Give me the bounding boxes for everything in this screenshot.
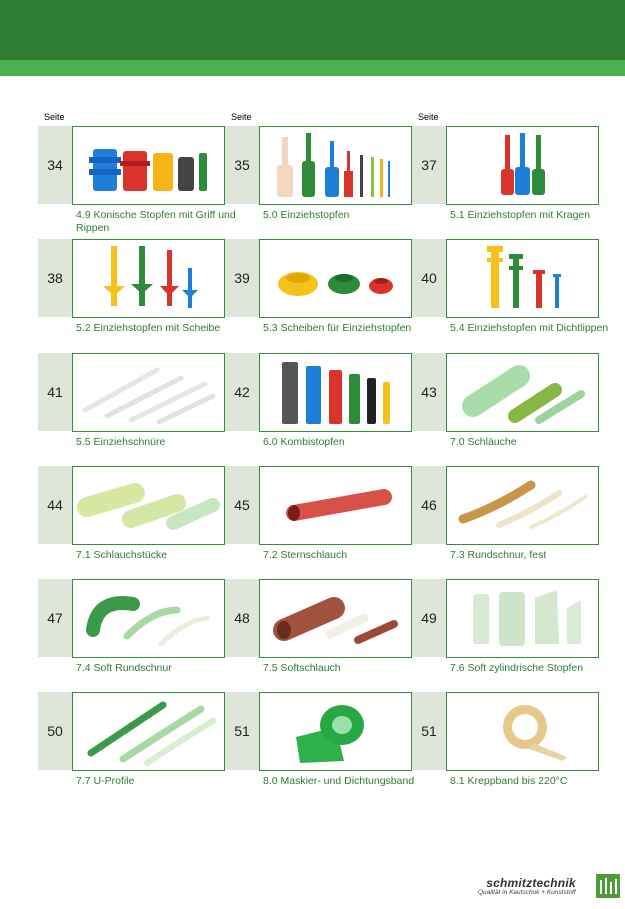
- entry-caption: 7.7 U-Profile: [76, 775, 135, 787]
- entry-caption: 7.3 Rundschnur, fest: [450, 549, 547, 561]
- header-stripe: [0, 60, 625, 76]
- product-image-plugs-with-collar: [446, 126, 599, 205]
- product-image-hose-pieces: [72, 466, 225, 545]
- product-image-plugs-with-sealing-lips: [446, 239, 599, 318]
- entry-caption: 5.5 Einziehschnüre: [76, 436, 166, 448]
- entry-caption: 6.0 Kombistopfen: [263, 436, 345, 448]
- product-image-star-hose: [259, 466, 412, 545]
- product-image-soft-hose: [259, 579, 412, 658]
- page-number: 42: [225, 353, 259, 431]
- page-number: 37: [412, 126, 446, 204]
- page-number: 34: [38, 126, 72, 204]
- product-image-round-cord: [446, 466, 599, 545]
- product-image-combi-plugs: [259, 353, 412, 432]
- product-image-u-profiles: [72, 692, 225, 771]
- entry-caption: 8.1 Kreppband bis 220°C: [450, 775, 568, 787]
- entry-caption: 5.3 Scheiben für Einziehstopfen: [263, 322, 412, 334]
- page-number: 40: [412, 239, 446, 317]
- column-header-seite-2: Seite: [231, 112, 252, 122]
- entry-caption: 7.2 Sternschlauch: [263, 549, 348, 561]
- product-image-discs: [259, 239, 412, 318]
- entry-caption: 7.1 Schlauchstücke: [76, 549, 168, 561]
- page-number: 43: [412, 353, 446, 431]
- entry-caption: 8.0 Maskier- und Dichtungsband: [263, 775, 415, 787]
- page-number: 51: [412, 692, 446, 770]
- page-number: 47: [38, 579, 72, 657]
- entry-caption: 5.2 Einziehstopfen mit Scheibe: [76, 322, 221, 334]
- page-number: 38: [38, 239, 72, 317]
- column-header-seite-3: Seite: [418, 112, 439, 122]
- product-image-crepe-tape: [446, 692, 599, 771]
- product-image-pull-in-cords: [72, 353, 225, 432]
- entry-caption: 5.4 Einziehstopfen mit Dichtlippen: [450, 322, 609, 334]
- page-number: 44: [38, 466, 72, 544]
- entry-caption: 7.4 Soft Rundschnur: [76, 662, 172, 674]
- entry-caption: 7.0 Schläuche: [450, 436, 517, 448]
- entry-caption: 7.5 Softschlauch: [263, 662, 341, 674]
- logo-mark-icon: [596, 874, 620, 898]
- page-number: 35: [225, 126, 259, 204]
- page-number: 50: [38, 692, 72, 770]
- brand-logo: [478, 876, 576, 896]
- product-image-masking-tape: [259, 692, 412, 771]
- column-header-seite-1: Seite: [44, 112, 65, 122]
- page-number: 39: [225, 239, 259, 317]
- entry-caption: 7.6 Soft zylindrische Stopfen: [450, 662, 584, 674]
- product-image-pull-in-plugs: [259, 126, 412, 205]
- product-image-hoses: [446, 353, 599, 432]
- page-number: 46: [412, 466, 446, 544]
- entry-caption: 5.0 Einziehstopfen: [263, 209, 350, 221]
- page-number: 41: [38, 353, 72, 431]
- page-number: 48: [225, 579, 259, 657]
- entry-caption: 4.9 Konische Stopfen mit Griff und Rippen: [76, 209, 236, 234]
- entry-caption: 5.1 Einziehstopfen mit Kragen: [450, 209, 591, 221]
- product-image-soft-cylindrical-plugs: [446, 579, 599, 658]
- brand-name: schmitztechnik: [486, 876, 576, 890]
- page-number: 45: [225, 466, 259, 544]
- page-number: 49: [412, 579, 446, 657]
- brand-tagline: Qualität in Kautschuk + Kunststoff: [478, 889, 576, 896]
- product-image-conical-plugs: [72, 126, 225, 205]
- page-number: 51: [225, 692, 259, 770]
- product-image-plugs-with-disc: [72, 239, 225, 318]
- header-band: [0, 0, 625, 60]
- product-image-soft-round-cord: [72, 579, 225, 658]
